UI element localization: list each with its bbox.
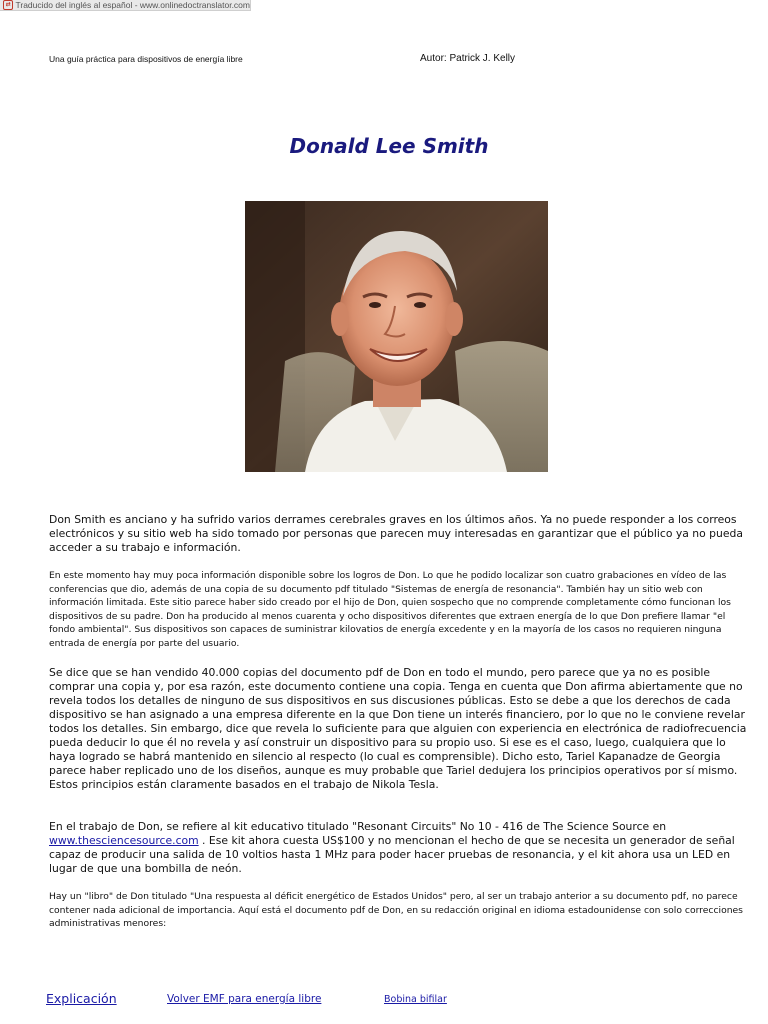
author-header: Autor: Patrick J. Kelly [420, 53, 516, 64]
nav-link-explicacion[interactable]: Explicación [46, 991, 117, 1006]
translator-banner[interactable] [0, 0, 251, 11]
book-title-header: Una guía práctica para dispositivos de energía libre [49, 54, 243, 64]
translator-logo-icon: ⇄ [3, 0, 13, 10]
paragraph-intro: Don Smith es anciano y ha sufrido varios derrames cerebrales graves en los últimos años. Ya no puede responder a los correos electrónicos y su sitio web ha sido tomado por personas que parecen muy interesadas en garantizar que el público ya no pueda acceder a su trabajo e información. [49, 513, 743, 554]
paragraph-information: En este momento hay muy poca información disponible sobre los logros de Don. Lo que he podido localizar son cuatro grabaciones en vídeo de las conferencias que dio, además de una copia de su documento pdf titulado "Sistemas de energía de resonancia". También hay un sitio web con información limitada. Este sitio parece haber sido creado por el hijo de Don, quien sospecho que no comprende completamente cómo funcionan los dispositivos de su padre. Don ha producido al menos cuarenta y ocho dispositivos diferentes que extraen energía de lo que Don prefiere llamar "el fondo ambiental". Sus dispositivos son capaces de suministrar kilovatios de energía excedente y en la mayoría de los casos no requieren ninguna entrada de energía por parte del usuario. [49, 570, 731, 649]
paragraph-resonant-kit [49, 820, 749, 876]
paragraph-book: Hay un "libro" de Don titulado "Una respuesta al déficit energético de Estados Unidos" pero, al ser un trabajo anterior a su documento pdf, no parece contener nada adicional de importancia. Aquí está el documento pdf de Don, en su redacción original en idioma estadounidense con solo correcciones administrativas menores: [49, 891, 743, 929]
nav-link-bobina[interactable]: Bobina bifilar [384, 994, 447, 1005]
science-source-link[interactable]: www.thesciencesource.com [49, 834, 199, 847]
portrait-photo [245, 201, 548, 472]
paragraph-resonant-kit-text: En el trabajo de Don, se refiere al kit educativo titulado "Resonant Circuits" No 10 - 416 de The Science Source en [49, 820, 667, 833]
page-title: Donald Lee Smith [289, 134, 489, 158]
nav-link-volver[interactable]: Volver EMF para energía libre [167, 993, 322, 1005]
translator-banner-text[interactable]: Traducido del inglés al español - www.onlinedoctranslator.com [15, 0, 250, 10]
paragraph-pdf-copies: Se dice que se han vendido 40.000 copias del documento pdf de Don en todo el mundo, pero parece que ya no es posible comprar una copia y, por esa razón, este documento contiene una copia. Tenga en cuenta que Don afirma abiertamente que no revela todos los detalles de ninguno de sus dispositivos en sus discusiones públicas. Esto se debe a que los derechos de cada dispositivo se han asignado a una empresa diferente en la que Don tiene un interés financiero, por lo que no le conviene revelar todos los detalles. Sin embargo, dice que revela lo suficiente para que alguien con experiencia en electrónica de radiofrecuencia pueda deducir lo que él no revela y así construir un dispositivo para su propio uso. Si ese es el caso, luego, cualquiera que lo haya logrado se habrá mantenido en silencio al respecto (lo cual es comprensible). Dicho esto, Tariel Kapanadze de Georgia parece haber replicado uno de los diseños, aunque es muy probable que Tariel dedujera los principios operativos por sí mismo. Estos principios están claramente basados en el trabajo de Nikola Tesla. [49, 666, 747, 791]
paragraph-resonant-kit-text-cont: . Ese kit ahora cuesta US$100 y no mencionan el hecho de que se necesita un generador de señal capaz de producir una salida de 10 voltios hasta 1 MHz para poder hacer pruebas de resonancia, y el kit ahora usa un LED en lugar de que una bombilla de neón. [49, 834, 735, 875]
